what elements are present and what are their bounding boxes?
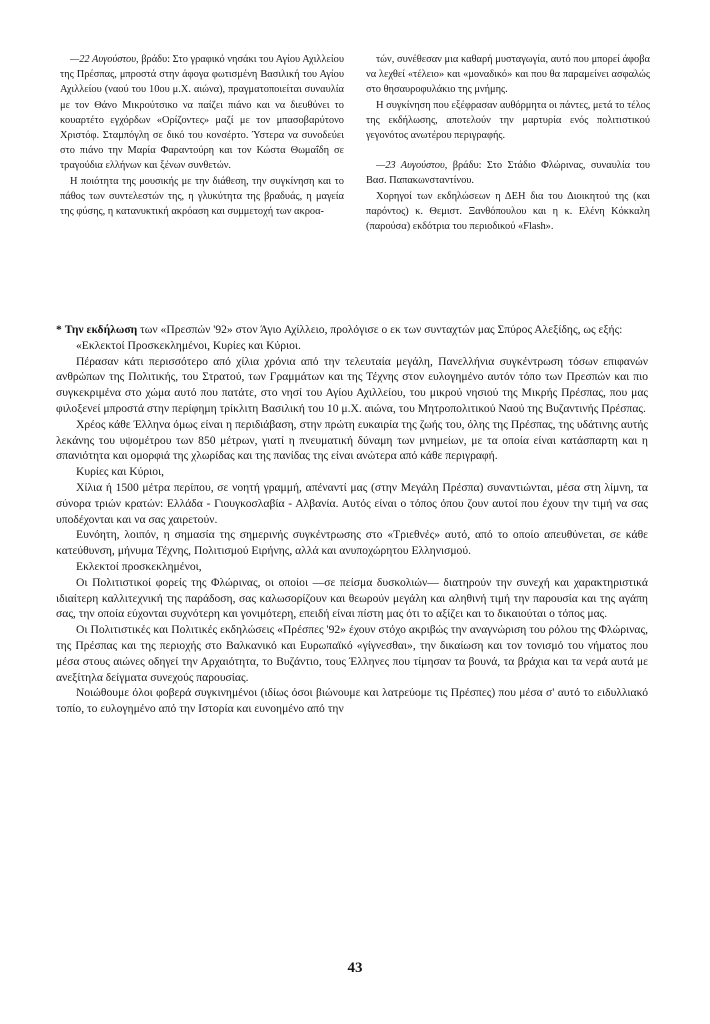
main-paragraph: Εκλεκτοί προσκεκλημένοι, — [76, 559, 202, 573]
main-paragraph: Οι Πολιτιστικές και Πολιτικές εκδηλώσεις «Πρέσπες '92» έχουν στόχο ακριβώς την αναγνώριση του ρόλου της Φλώρινας, της Πρέσπας και της περιοχής στο Βαλκανικό και Ευρωπαϊκό «γίγνεσθαι», την δικαίωση και τον τονισμό του νήματος που μέσα στους αιώνες οδηγεί την Αρχαιότητα, το Βυζάντιο, τους Έλληνες που τίμησαν τα βουνά, τα βράχια και τα νερά αυτά με ανεξίτηλα δείγματα συνεχούς παρουσίας. — [56, 623, 648, 684]
main-paragraph: Χίλια ή 1500 μέτρα περίπου, σε νοητή γραμμή, απέναντί μας (στην Μεγάλη Πρέσπα) συναντιώνται, μέσα στη λίμνη, τα σύνορα τριών κρατών: Ελλάδα - Γιουγκοσλαβία - Αλβανία. Αυτός είναι ο τόπος όπου ζουν αυτοί που έχουν την τιμή να σας υποδέχονται και να σας χαιρετούν. — [56, 480, 648, 526]
main-paragraph: Πέρασαν κάτι περισσότερο από χίλια χρόνια από την τελευταία μεγάλη, Πανελλήνια συγκέντρωση τόσων επιφανών ανθρώπων της Πολιτικής, του Στρατού, των Γραμμάτων και της Τέχνης στον ευλογημένο αυτόν τόπο των Πρεσπών και πιο συγκεκριμένα στο χώμα αυτό που πατάτε, στο νησί του Αγίου Αχιλλείου, του μικρού νησιού της Μικρής Πρέσπας, που μας φιλοξενεί μπροστά στην περίφημη τρίκλιτη Βασιλική του 10 μ.Χ. αιώνα, του Μητροπολιτικού Ναού της Βυζαντινής Πρέσπας. — [56, 354, 648, 415]
right-column-paragraph-3-text: , βράδυ: Στο Στάδιο Φλώρινας, συναυλία του Βασ. Παπακωνσταντίνου. — [366, 160, 650, 187]
main-intro — [56, 322, 648, 338]
two-column-chronicle — [60, 52, 650, 314]
footnote-star: * — [56, 323, 62, 336]
main-paragraph: «Εκλεκτοί Προσκεκλημένοι, Κυρίες και Κύριοι. — [76, 338, 301, 352]
right-column — [366, 52, 650, 314]
date-22-august: —22 Αυγούστου — [70, 54, 137, 65]
intro-text: των «Πρεσπών '92» στον Άγιο Αχίλλειο, προλόγισε ο εκ των συνταχτών μας Σπύρος Αλεξίδης, ως εξής: — [137, 323, 623, 336]
left-column-paragraph-2: Η ποιότητα της μουσικής με την διάθεση, την συγκίνηση και το πάθος των συντελεστών της, η γλυκύτητα της βραδυάς, η μαγεία της φύσης, η κατανυκτική ακρόαση και συμμετοχή των ακροα- — [60, 175, 344, 218]
right-column-paragraph-2: Η συγκίνηση που εξέφρασαν αυθόρμητα οι πάντες, μετά το τέλος της εκδήλωσης, αποτελούν την μαρτυρία ενός πολιτιστικού γεγονότος ανωτέρου περιγραφής. — [366, 99, 650, 142]
date-23-august: —23 Αυγούστου — [376, 160, 445, 172]
lead-phrase: Την εκδήλωση — [64, 323, 138, 336]
main-paragraph: Ευνόητη, λοιπόν, η σημασία της σημερινής συγκέντρωσης στο «Τριεθνές» αυτό, από το οποίο απευθύνεται, σε κάθε κατεύθυνση, μήνυμα Τέχνης, Πολιτισμού Ειρήνης, αλλά και ανυποχώρητου Ελληνισμού. — [56, 528, 648, 558]
main-article — [56, 322, 648, 717]
left-column-paragraph-1-text: , βράδυ: Στο γραφικό νησάκι του Αγίου Αχιλλείου της Πρέσπας, μπροστά στην άφογα φωτισμένη Βασιλική του Αγίου Αχιλλείου (ναού του 10ου μ.Χ. αιώνα), πραγματοποιείται συναυλία με τον Θάνο Μικρούτσικο να παίζει πιάνο και να διευθύνει το κουαρτέτο εγχόρδων «Ορίζοντες» μαζί με τον μπασοβαρύτονο Χριστόφ. Σταμπόγλη σε δικό του κονσέρτο. Ύστερα να συνοδεύει στο πιάνο την Μαρία Φαραντούρη και τον Κώστα Θωμαΐδη σε τραγούδια ελλήνων και ξένων συνθετών. — [60, 54, 344, 172]
main-paragraph: Οι Πολιτιστικοί φορείς της Φλώρινας, οι οποίοι —σε πείσμα δυσκολιών— διατηρούν την συνεχή και χαρακτηριστικά ιδιαίτερη καλλιτεχνική της παράδοση, σας καλωσορίζουν και θεωρούν μεγάλη και αληθινή τιμή την παρουσία και της αγάπη σας, την οποία εύχονται συχνότερη και γονιμότερη, επειδή είναι πίστη μας ότι το αξίζει και το δικαιούται ο τόπος μας. — [56, 575, 648, 621]
left-column-paragraph-1 — [60, 52, 344, 174]
right-column-paragraph-3 — [366, 158, 650, 188]
right-column-paragraph-4: Χορηγοί των εκδηλώσεων η ΔΕΗ δια του Διοικητού της (και παρόντος) κ. Θεμιστ. Ξανθόπουλου και η κ. Ελένη Κόκκαλη (παρούσα) εκδότρια του περιοδικού «Flash». — [366, 190, 650, 233]
main-paragraph: Κυρίες και Κύριοι, — [76, 465, 165, 479]
page-number: 43 — [347, 960, 363, 976]
left-column — [60, 52, 344, 314]
main-paragraph: Χρέος κάθε Έλληνα όμως είναι η περιδιάβαση, στην πρώτη ευκαιρία της ζωής του, όλης της Πρέσπας, της υδάτινης αυτής λεκάνης του υψομέτρου των 850 μέτρων, γιατί η πνευματική δύναμη των μνημείων, με τα οποία είναι κατάσπαρτη και η σπανιότητα και ομορφιά της χλωρίδας και της πανίδας της είναι ανώτερα από κάθε περιγραφή. — [56, 417, 648, 463]
main-paragraph: Νοιώθουμε όλοι φοβερά συγκινημένοι (ιδίως όσοι βιώνουμε και λατρεύομε τις Πρέσπες) που μέσα σ' αυτό το ειδυλλιακό τοπίο, το ευλογημένο από την Ιστορία και ευνοημένο από την — [56, 686, 648, 716]
right-column-paragraph-1: τών, συνέθεσαν μια καθαρή μυσταγωγία, αυτό που μπορεί άφοβα να λεχθεί «τέλειο» και «μοναδικό» και που θα παραμείνει ασφαλώς στο θησαυροφυλάκιο της μνήμης. — [366, 54, 650, 96]
